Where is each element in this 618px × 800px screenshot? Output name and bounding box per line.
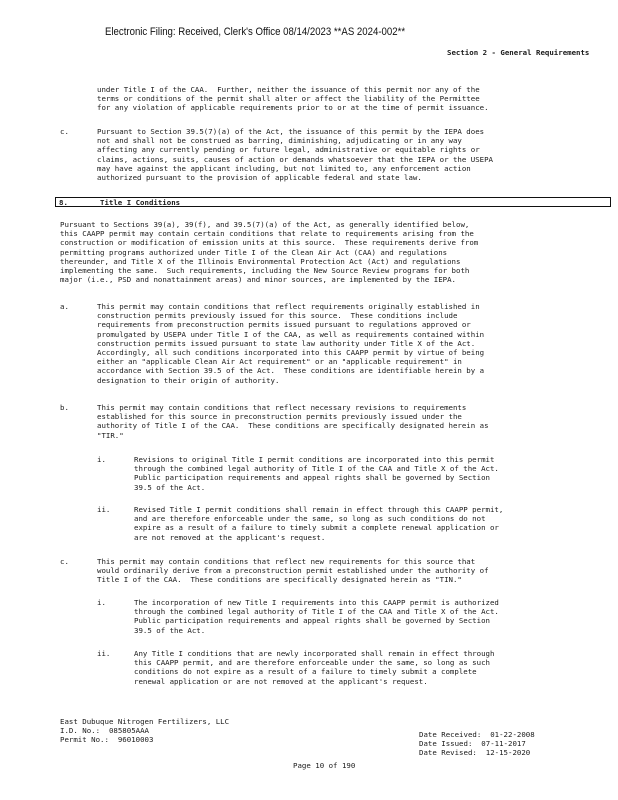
item-c2-ii-text: Any Title I conditions that are newly incorporated shall remain in effect through this CAAPP permit, and are therefore enforceable under the same, so long as such conditions do not expire as a result of a failure to timely submit a complete renewal application or are not removed at the applicant's request. — [134, 649, 495, 686]
electronic-filing-banner: Electronic Filing: Received, Clerk's Office 08/14/2023 **AS 2024-002** — [105, 26, 406, 38]
section-8-intro: Pursuant to Sections 39(a), 39(f), and 39.5(7)(a) of the Act, as generally identified below, this CAAPP permit may contain certain conditions that relate to requirements arising from the construction or modification of emission units at this source. These requirements derive from permitting programs authorized under Title I of the Clean Air Act (CAA) and regulations thereunder, and Title X of the Illinois Environmental Protection Act (Act) and regulations implementing the same. Such requirements, including the New Source Review programs for both major (i.e., PSD and nonattainment areas) and minor sources, are implemented by the IEPA. — [60, 220, 479, 285]
item-c-text: Pursuant to Section 39.5(7)(a) of the Act, the issuance of this permit by the IEPA does not and shall not be construed as barring, diminishing, adjudicating or in any way affecting any currently pending or future legal, administrative or equitable rights or claims, actions, suits, causes of action or demands whatsoever that the IEPA or the USEPA may have against the applicant including, but not limited to, any enforcement action authorized pursuant to the provision of applicable federal and state law. — [97, 127, 494, 183]
continued-paragraph: under Title I of the CAA. Further, neither the issuance of this permit nor any of the terms or conditions of the permit shall alter or affect the liability of the Permittee for any violation of applicable requirements prior to or at the time of permit issuance. — [97, 85, 489, 113]
item-b-i-label: i. — [97, 455, 106, 464]
item-a-text: This permit may contain conditions that reflect requirements originally established in construction permits previously issued for this source. These conditions include requirements from preconstruction permits issued pursuant to regulations approved or promulgated by USEPA under Title I of the CAA, as well as requirements contained within construction permits issued pursuant to state law authority under Title X of the Act. Accordingly, all such conditions incorporated into this CAAPP permit by virtue of being either an "applicable Clean Air Act requirement" or an "applicable requirement" in accordance with Section 39.5 of the Act. These conditions are identifiable herein by a designation to their origin of authority. — [97, 302, 485, 385]
item-c2-i-text: The incorporation of new Title I requirements into this CAAPP permit is authorized through the combined legal authority of Title I of the CAA and Title X of the Act. Public participation requirements and appeal rights shall be governed by Section 39.5 of the Act. — [134, 598, 499, 635]
item-b-i-text: Revisions to original Title I permit conditions are incorporated into this permit through the combined legal authority of Title I of the CAA and Title X of the Act. Public participation requirements and appeal rights shall be governed by Section 39.5 of the Act. — [134, 455, 499, 492]
section-8-title: Title I Conditions — [100, 198, 181, 207]
item-a-label: a. — [60, 302, 69, 311]
permit-dates: Date Received: 01-22-2008 Date Issued: 07-11-2017 Date Revised: 12-15-2020 — [419, 730, 535, 758]
item-b-ii-label: ii. — [97, 505, 111, 514]
item-c-label: c. — [60, 127, 69, 136]
facility-info: East Dubuque Nitrogen Fertilizers, LLC I.D. No.: 085805AAA Permit No.: 96010003 — [60, 717, 230, 745]
item-c2-i-label: i. — [97, 598, 106, 607]
item-c2-label: c. — [60, 557, 69, 566]
item-b-label: b. — [60, 403, 69, 412]
item-b-ii-text: Revised Title I permit conditions shall remain in effect through this CAAPP permit, and are therefore enforceable under the same, so long as such conditions do not expire as a result of a failure to timely submit a complete renewal application or are not removed at the applicant's request. — [134, 505, 504, 542]
section-8-heading — [55, 197, 611, 207]
item-c2-ii-label: ii. — [97, 649, 111, 658]
section-8-number: 8. — [59, 198, 68, 207]
item-c2-text: This permit may contain conditions that reflect new requirements for this source that would ordinarily derive from a preconstruction permit established under the authority of Title I of the CAA. These conditions are specifically designated herein as "TIN." — [97, 557, 489, 585]
page-number: Page 10 of 190 — [293, 761, 356, 770]
item-b-text: This permit may contain conditions that reflect necessary revisions to requirements established for this source in preconstruction permits previously issued under the authority of Title I of the CAA. These conditions are specifically designated herein as "TIR." — [97, 403, 489, 440]
section-header: Section 2 - General Requirements — [447, 48, 590, 57]
